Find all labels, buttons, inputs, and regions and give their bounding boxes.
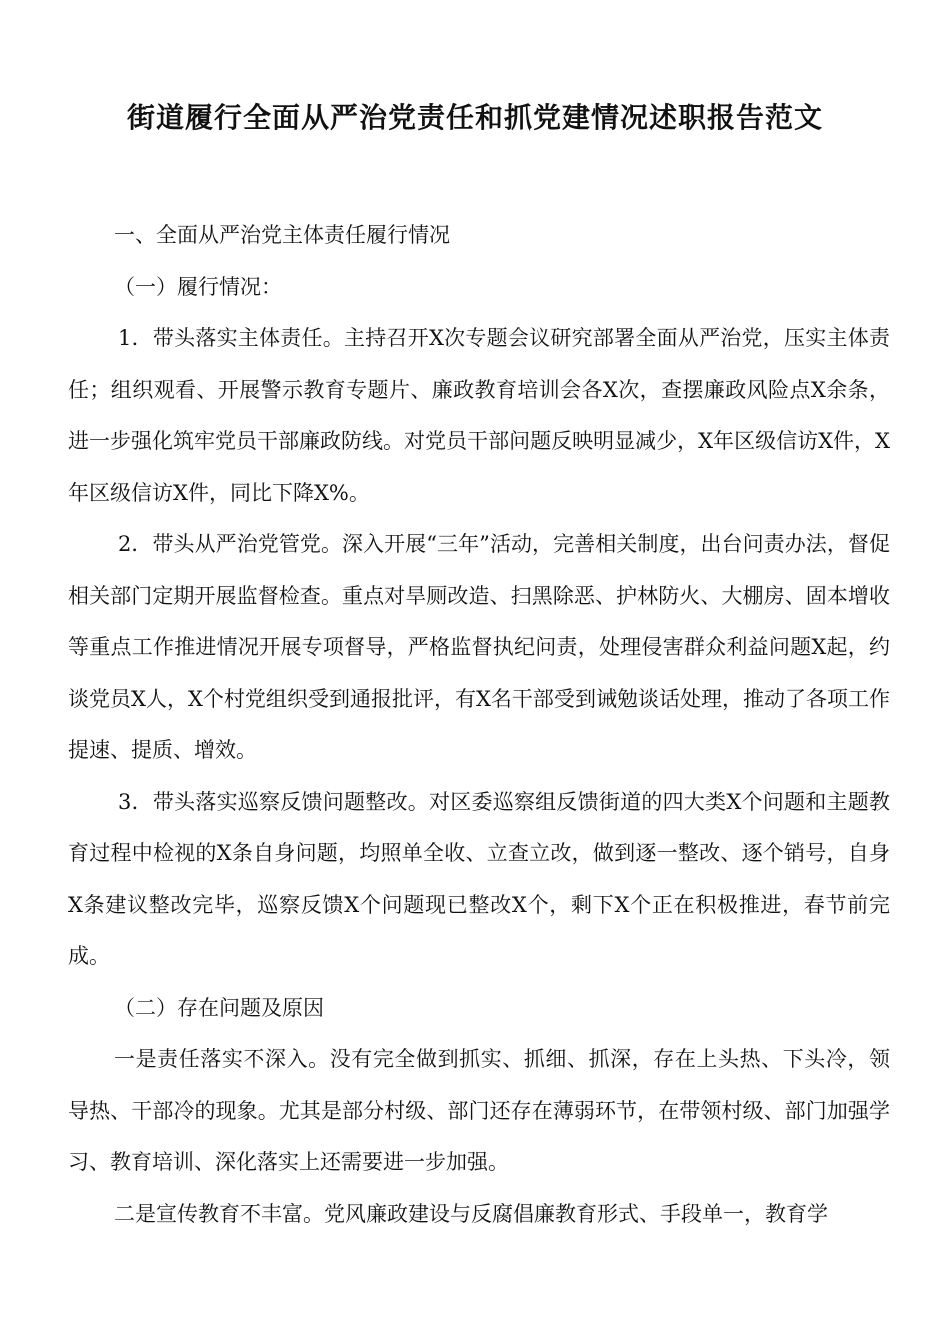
document-title: 街道履行全面从严治党责任和抓党建情况述职报告范文 [126,101,823,134]
paragraph-problem-1: 一是责任落实不深入。没有完全做到抓实、抓细、抓深，存在上头热、下头冷，领导热、干部冷的现象。尤其是部分村级、部门还存在薄弱环节，在带领村级、部门加强学习、教育培训、深化落实上还需要进一步加强。 [68,1047,890,1174]
paragraph-item-1: 1．带头落实主体责任。主持召开X次专题会议研究部署全面从严治党，压实主体责任；组织观看、开展警示教育专题片、廉政教育培训会各X次，查摆廉政风险点X余条，进一步强化筑牢党员干部廉政防线。对党员干部问题反映明显减少，X年区级信访X件，X年区级信访X件，同比下降X%。 [68,326,890,505]
paragraph-problem-2: 二是宣传教育不丰富。党风廉政建设与反腐倡廉教育形式、手段单一，教育学 [114,1201,828,1226]
paragraph-item-3: 3．带头落实巡察反馈问题整改。对区委巡察组反馈街道的四大类X个问题和主题教育过程中检视的X条自身问题，均照单全收、立查立改，做到逐一整改、逐个销号，自身X条建议整改完毕，巡察反馈X个问题现已整改X个，剩下X个正在积极推进，春节前完成。 [68,789,890,968]
paragraph-item-2: 2．带头从严治党管党。深入开展“三年”活动，完善相关制度，出台问责办法，督促相关部门定期开展监督检查。重点对旱厕改造、扫黑除恶、护林防火、大棚房、固本增收等重点工作推进情况开展专项督导，严格监督执纪问责，处理侵害群众利益问题X起，约谈党员X人，X个村党组织受到通报批评，有X名干部受到诫勉谈话处理，推动了各项工作提速、提质、增效。 [68,532,890,762]
document-body [68,210,890,1240]
section-heading: 一、全面从严治党主体责任履行情况 [114,223,450,247]
subsection-heading: （二）存在问题及原因 [114,995,324,1020]
subsection-heading: （一）履行情况： [114,274,282,299]
